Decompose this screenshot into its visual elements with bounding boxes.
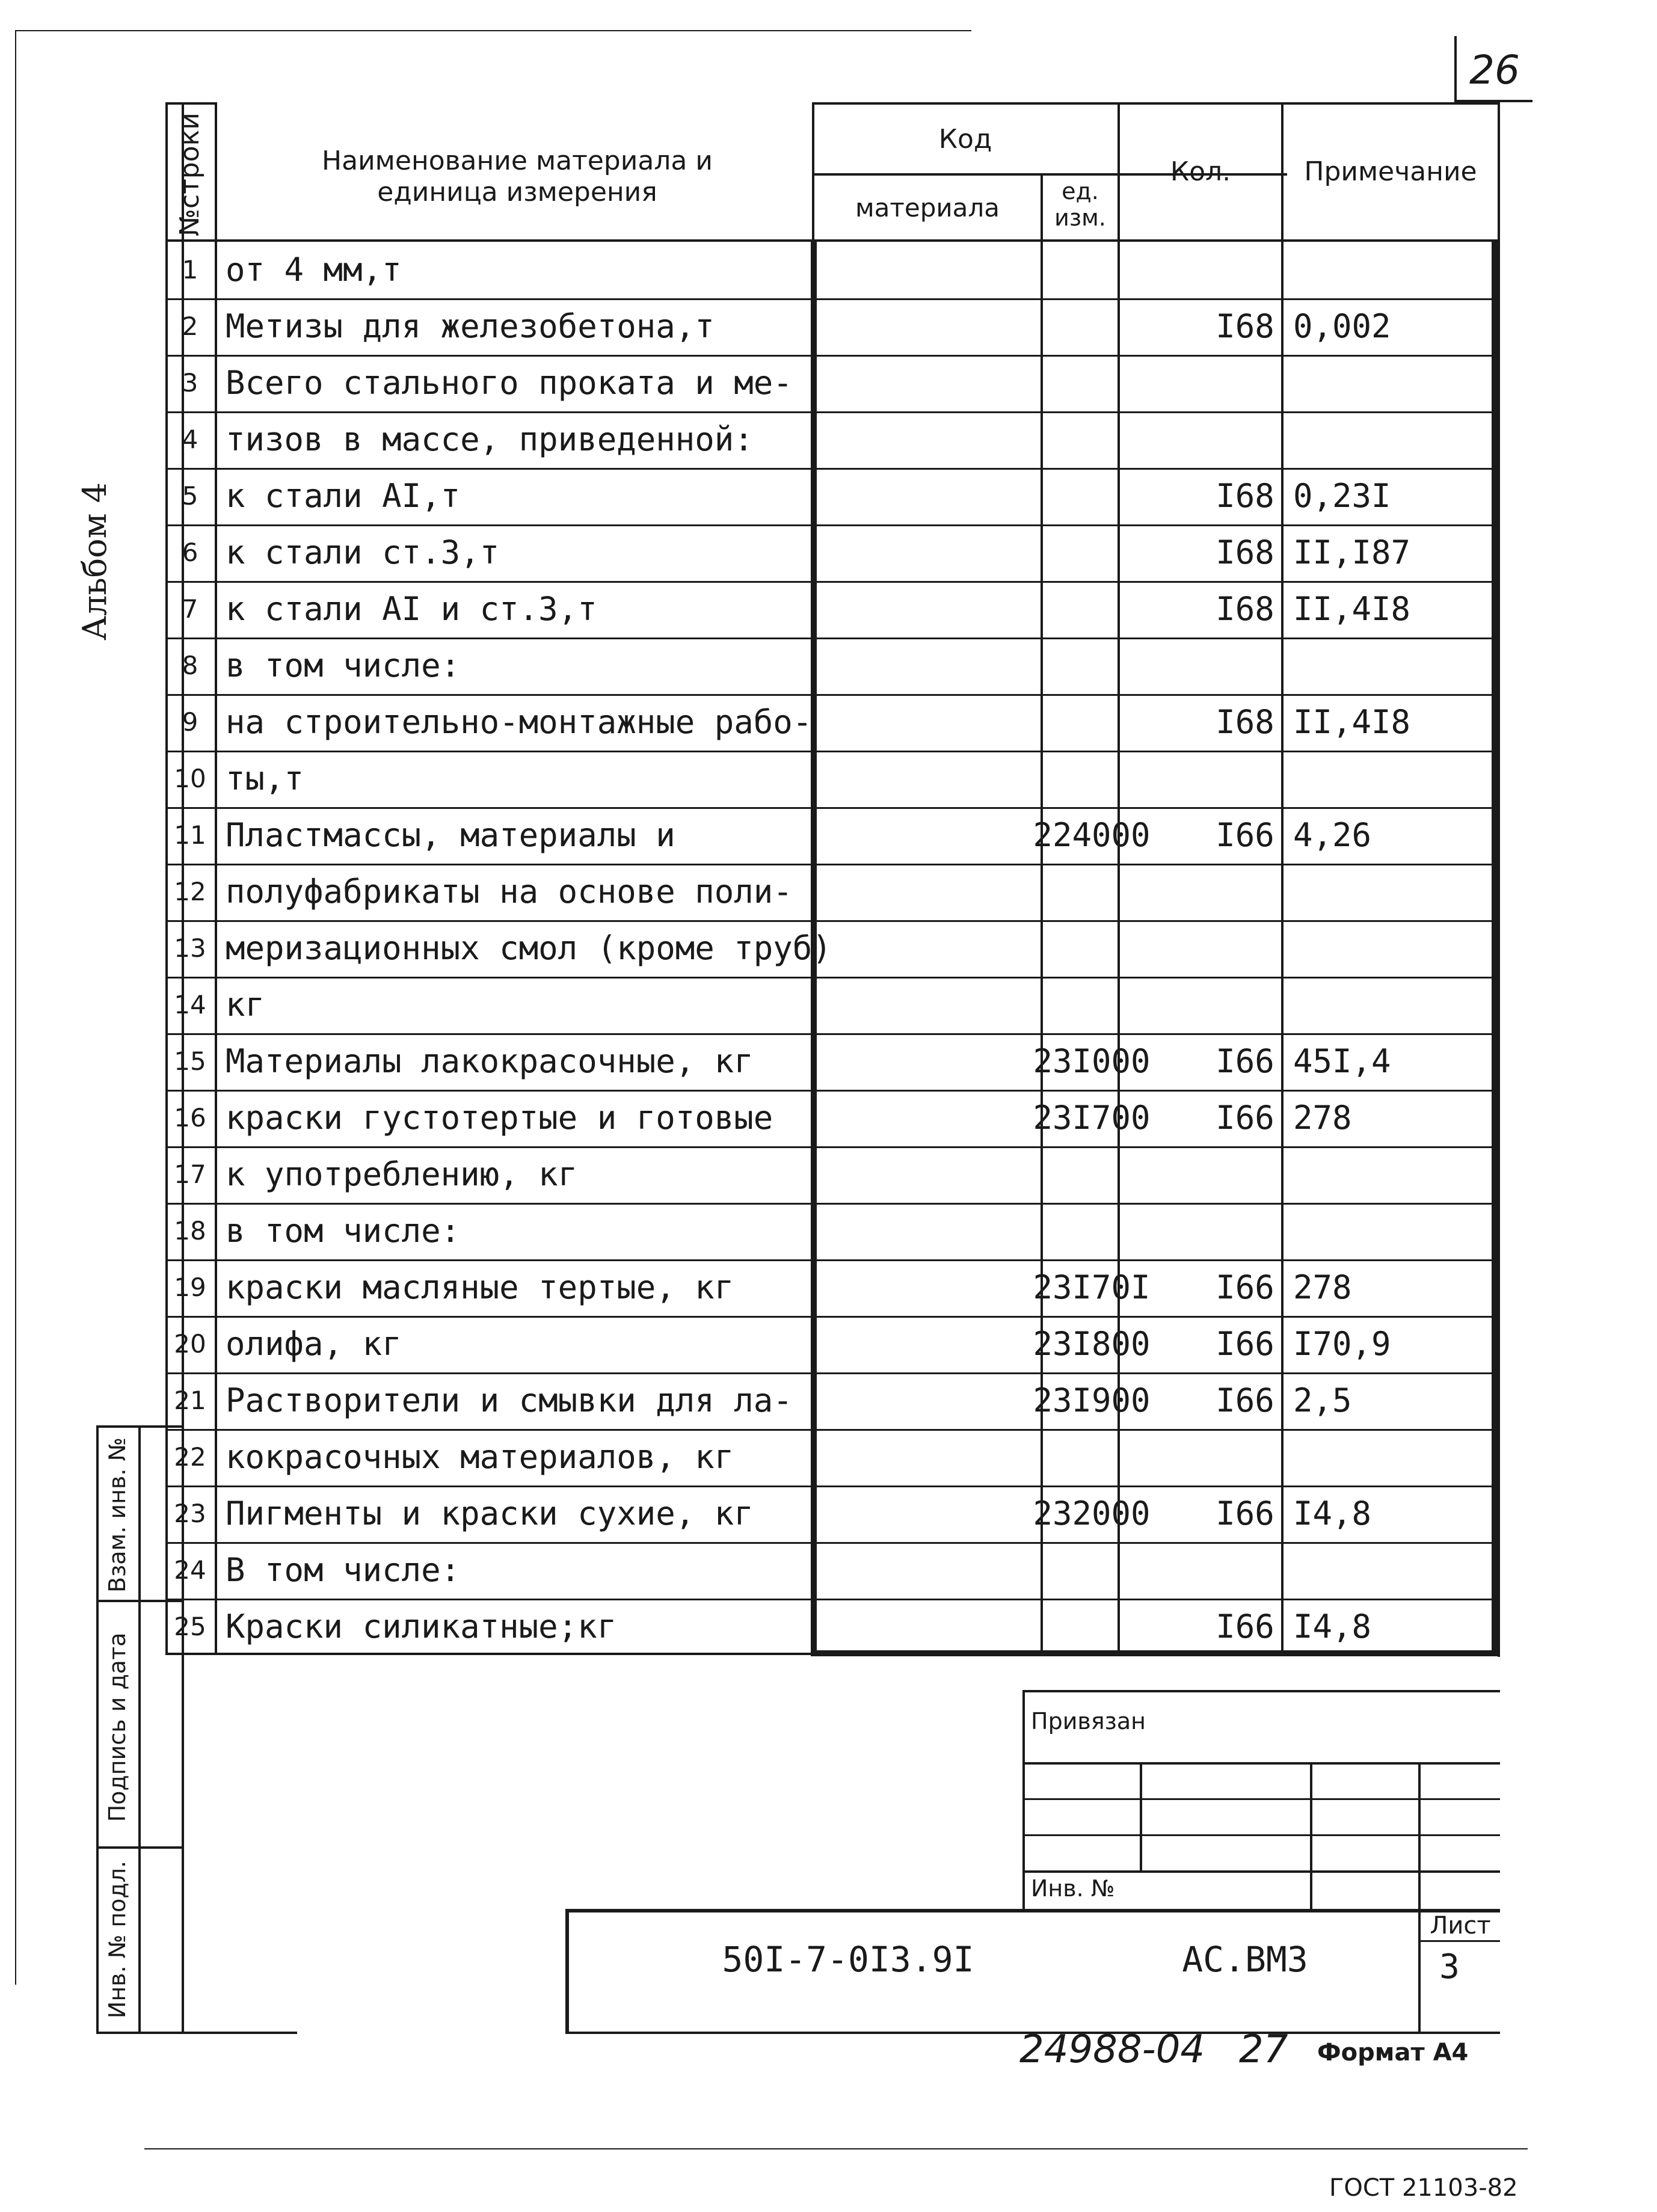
quantity: II,4I8 xyxy=(1293,590,1411,628)
unit-code xyxy=(1206,1429,1284,1485)
unit-code: I68 xyxy=(1216,590,1274,628)
material-code xyxy=(977,1542,1206,1599)
unit-code: I66 xyxy=(1216,1268,1274,1306)
table-row xyxy=(165,411,1498,468)
quantity: I4,8 xyxy=(1293,1608,1372,1645)
quantity: 0,23I xyxy=(1293,477,1391,515)
header-code-group: Код xyxy=(938,124,992,155)
bound-label: Привязан xyxy=(1031,1708,1146,1734)
material-name: в том числе: xyxy=(226,647,461,684)
material-code xyxy=(977,751,1206,807)
unit-code: I68 xyxy=(1216,307,1274,345)
table-row xyxy=(165,1542,1498,1599)
top-cut-line xyxy=(15,30,971,31)
header-row-number: №строки xyxy=(174,112,205,236)
material-code xyxy=(977,694,1206,751)
row-number: 18 xyxy=(174,1216,206,1246)
material-name: меризационных смол (кроме труб) xyxy=(226,929,832,967)
material-name: тизов в массе, приведенной: xyxy=(226,420,754,458)
row-separator xyxy=(165,1542,1498,1544)
unit-code xyxy=(1206,637,1284,694)
row-separator xyxy=(165,751,1498,752)
row-number: 2 xyxy=(182,312,198,341)
order-number: 24988-04 xyxy=(1019,2027,1205,2072)
row-number: 15 xyxy=(174,1046,206,1076)
row-number: 1 xyxy=(182,255,198,284)
unit-code: I66 xyxy=(1216,816,1274,854)
row-number: 23 xyxy=(174,1499,206,1528)
material-code: 23I700 xyxy=(1033,1099,1151,1137)
quantity xyxy=(1293,751,1446,807)
unit-code: I68 xyxy=(1216,703,1274,741)
row-separator xyxy=(165,1599,1498,1600)
row-number: 24 xyxy=(174,1555,206,1585)
note xyxy=(1446,751,1657,807)
unit-code xyxy=(1206,1203,1284,1259)
quantity: II,I87 xyxy=(1293,533,1411,571)
row-number: 8 xyxy=(182,651,198,680)
note xyxy=(1446,355,1657,411)
table-row xyxy=(165,977,1498,1033)
material-code: 23I800 xyxy=(1033,1325,1151,1363)
quantity: I70,9 xyxy=(1293,1325,1391,1363)
table-row xyxy=(165,694,1498,751)
quantity: 278 xyxy=(1293,1099,1352,1137)
note xyxy=(1446,694,1657,751)
table-row xyxy=(165,1429,1498,1485)
row-number: 19 xyxy=(174,1273,206,1302)
quantity xyxy=(1293,864,1446,920)
page-number: 26 xyxy=(1469,47,1520,93)
row-separator xyxy=(165,298,1498,300)
note xyxy=(1446,1372,1657,1429)
header-quantity: Кол. xyxy=(1170,156,1231,187)
row-number: 5 xyxy=(182,481,198,511)
bottom-cut-line xyxy=(144,2148,1528,2149)
doc-mark: АС.ВМЗ xyxy=(1182,1939,1308,1980)
quantity: 278 xyxy=(1293,1268,1352,1306)
unit-code xyxy=(1206,977,1284,1033)
material-code xyxy=(977,468,1206,524)
row-separator xyxy=(165,581,1498,583)
table-row xyxy=(165,1259,1498,1316)
note xyxy=(1446,1316,1657,1372)
material-name: к стали AI,т xyxy=(226,477,461,515)
swap-inv-label: Взам. инв. № xyxy=(104,1437,131,1593)
unit-code xyxy=(1206,920,1284,977)
table-row xyxy=(165,581,1498,637)
materials-table xyxy=(165,242,1498,1655)
unit-code xyxy=(1206,242,1284,298)
material-name: кокрасочных материалов, кг xyxy=(226,1438,734,1476)
note xyxy=(1446,864,1657,920)
row-separator xyxy=(165,1203,1498,1205)
note xyxy=(1446,298,1657,355)
row-separator xyxy=(165,807,1498,809)
unit-code: I66 xyxy=(1216,1099,1274,1137)
material-name: в том числе: xyxy=(226,1212,461,1250)
doc-code: 50I-7-0I3.9I xyxy=(722,1939,974,1980)
note xyxy=(1446,1429,1657,1485)
title-block-bound xyxy=(1022,1690,1500,1909)
material-name: кг xyxy=(226,986,265,1024)
material-code xyxy=(977,242,1206,298)
material-code xyxy=(977,637,1206,694)
material-name: краски масляные тертые, кг xyxy=(226,1268,734,1306)
note xyxy=(1446,468,1657,524)
quantity xyxy=(1293,977,1446,1033)
row-number: 22 xyxy=(174,1442,206,1472)
header-unit-code: ед. изм. xyxy=(1054,178,1106,231)
material-name: Пластмассы, материалы и xyxy=(226,816,675,854)
material-code xyxy=(977,355,1206,411)
note xyxy=(1446,920,1657,977)
unit-code: I68 xyxy=(1216,477,1274,515)
material-name: краски густотертые и готовые xyxy=(226,1099,773,1137)
row-number: 13 xyxy=(174,933,206,963)
unit-code xyxy=(1206,1146,1284,1203)
note xyxy=(1446,1146,1657,1203)
material-name: к употреблению, кг xyxy=(226,1155,578,1193)
row-number: 12 xyxy=(174,877,206,906)
quantity: 45I,4 xyxy=(1293,1042,1391,1080)
note xyxy=(1446,1090,1657,1146)
quantity xyxy=(1293,637,1446,694)
note xyxy=(1446,411,1657,468)
sheet-label: Лист xyxy=(1430,1912,1491,1940)
material-code: 23I000 xyxy=(1033,1042,1151,1080)
table-row xyxy=(165,751,1498,807)
frame-bottom-line xyxy=(182,2032,297,2034)
note xyxy=(1446,581,1657,637)
row-separator xyxy=(165,411,1498,413)
row-separator xyxy=(165,694,1498,696)
material-name: полуфабрикаты на основе поли- xyxy=(226,873,793,911)
header-note: Примечание xyxy=(1304,156,1477,187)
material-code: 23I70I xyxy=(1033,1268,1151,1306)
row-number: 6 xyxy=(182,538,198,567)
note xyxy=(1446,637,1657,694)
unit-code xyxy=(1206,1542,1284,1599)
table-row xyxy=(165,242,1498,298)
row-separator xyxy=(165,1429,1498,1431)
note xyxy=(1446,977,1657,1033)
row-separator xyxy=(165,920,1498,922)
sheet-number: 3 xyxy=(1439,1947,1460,1986)
row-number: 9 xyxy=(182,707,198,737)
material-code xyxy=(977,977,1206,1033)
unit-code: I66 xyxy=(1216,1325,1274,1363)
row-separator xyxy=(165,524,1498,526)
unit-code xyxy=(1206,751,1284,807)
row-number: 25 xyxy=(174,1612,206,1641)
quantity xyxy=(1293,1542,1446,1599)
table-row xyxy=(165,355,1498,411)
row-separator xyxy=(165,1146,1498,1148)
row-separator xyxy=(165,1485,1498,1487)
row-separator xyxy=(165,468,1498,470)
unit-code: I66 xyxy=(1216,1495,1274,1532)
row-separator xyxy=(165,977,1498,979)
left-cut-line xyxy=(15,30,16,1985)
table-row xyxy=(165,637,1498,694)
material-code: 232000 xyxy=(1033,1495,1151,1532)
copy-number: 27 xyxy=(1239,2027,1288,2072)
table-row xyxy=(165,524,1498,581)
unit-code xyxy=(1206,411,1284,468)
row-number: 7 xyxy=(182,594,198,624)
table-row xyxy=(165,1372,1498,1429)
material-name: к стали ст.3,т xyxy=(226,533,500,571)
material-name: Краски силикатные;кг xyxy=(226,1608,617,1645)
quantity xyxy=(1293,920,1446,977)
material-name: к стали AI и ст.3,т xyxy=(226,590,597,628)
unit-code: I66 xyxy=(1216,1381,1274,1419)
header-material-name: Наименование материала и единица измерения xyxy=(322,146,713,207)
material-name: Материалы лакокрасочные, кг xyxy=(226,1042,754,1080)
material-name: ты,т xyxy=(226,760,304,797)
table-header xyxy=(165,102,1498,242)
row-number: 3 xyxy=(182,368,198,398)
table-row xyxy=(165,1090,1498,1146)
material-code xyxy=(977,411,1206,468)
table-row xyxy=(165,807,1498,864)
quantity: 2,5 xyxy=(1293,1381,1352,1419)
material-name: Пигменты и краски сухие, кг xyxy=(226,1495,754,1532)
quantity: II,4I8 xyxy=(1293,703,1411,741)
note xyxy=(1446,1259,1657,1316)
quantity xyxy=(1293,1146,1446,1203)
table-row xyxy=(165,1485,1498,1542)
quantity xyxy=(1293,1203,1446,1259)
material-code xyxy=(977,298,1206,355)
note xyxy=(1446,524,1657,581)
table-row xyxy=(165,1203,1498,1259)
note xyxy=(1446,242,1657,298)
row-number: 10 xyxy=(174,764,206,793)
quantity: 0,002 xyxy=(1293,307,1391,345)
row-separator xyxy=(165,1090,1498,1092)
signature-date-label: Подпись и дата xyxy=(104,1632,131,1822)
material-code xyxy=(977,581,1206,637)
material-code xyxy=(977,864,1206,920)
header-material-code: материала xyxy=(855,193,1000,223)
material-code xyxy=(977,1203,1206,1259)
table-row xyxy=(165,1316,1498,1372)
row-separator xyxy=(165,355,1498,357)
row-number: 17 xyxy=(174,1160,206,1189)
material-code xyxy=(977,524,1206,581)
format-label: Формат А4 xyxy=(1317,2039,1469,2066)
page-number-box-left xyxy=(1454,36,1457,102)
row-separator xyxy=(165,1316,1498,1318)
table-row xyxy=(165,1146,1498,1203)
orig-inv-label: Инв. № подл. xyxy=(104,1860,131,2019)
quantity xyxy=(1293,355,1446,411)
quantity: 4,26 xyxy=(1293,816,1372,854)
material-name: на строительно-монтажные рабо- xyxy=(226,703,813,741)
row-number: 4 xyxy=(182,425,198,454)
row-separator xyxy=(165,637,1498,639)
standard-label: ГОСТ 21103-82 xyxy=(1329,2174,1518,2202)
table-row xyxy=(165,1033,1498,1090)
material-code xyxy=(977,1599,1206,1655)
material-name: от 4 мм,т xyxy=(226,251,402,289)
material-code xyxy=(977,1146,1206,1203)
table-row xyxy=(165,298,1498,355)
title-block-main xyxy=(565,1909,1500,2034)
side-stamp xyxy=(96,1425,184,2034)
note xyxy=(1446,1485,1657,1542)
inv-no-label: Инв. № xyxy=(1031,1875,1115,1902)
material-name: олифа, кг xyxy=(226,1325,402,1363)
unit-code: I66 xyxy=(1216,1608,1274,1645)
album-label: Альбом 4 xyxy=(76,482,114,641)
material-name: В том числе: xyxy=(226,1551,461,1589)
row-separator xyxy=(165,1372,1498,1374)
quantity xyxy=(1293,411,1446,468)
material-code xyxy=(977,920,1206,977)
table-row xyxy=(165,920,1498,977)
row-separator xyxy=(165,1259,1498,1261)
row-separator xyxy=(165,1033,1498,1035)
unit-code: I68 xyxy=(1216,533,1274,571)
note xyxy=(1446,1599,1657,1655)
material-code xyxy=(977,1429,1206,1485)
table-row xyxy=(165,1599,1498,1655)
note xyxy=(1446,1542,1657,1599)
row-number: 16 xyxy=(174,1103,206,1132)
note xyxy=(1446,1033,1657,1090)
unit-code: I66 xyxy=(1216,1042,1274,1080)
note xyxy=(1446,807,1657,864)
material-code: 224000 xyxy=(1033,816,1151,854)
row-number: 14 xyxy=(174,990,206,1019)
quantity xyxy=(1293,242,1446,298)
table-row xyxy=(165,468,1498,524)
row-number: 11 xyxy=(174,820,206,850)
row-number: 21 xyxy=(174,1386,206,1415)
quantity: I4,8 xyxy=(1293,1495,1372,1532)
quantity xyxy=(1293,1429,1446,1485)
material-name: Метизы для железобетона,т xyxy=(226,307,715,345)
row-number: 20 xyxy=(174,1329,206,1359)
row-separator xyxy=(165,864,1498,865)
unit-code xyxy=(1206,864,1284,920)
note xyxy=(1446,1203,1657,1259)
table-row xyxy=(165,864,1498,920)
unit-code xyxy=(1206,355,1284,411)
material-name: Всего стального проката и ме- xyxy=(226,364,793,402)
material-name: Растворители и смывки для ла- xyxy=(226,1381,793,1419)
material-code: 23I900 xyxy=(1033,1381,1151,1419)
